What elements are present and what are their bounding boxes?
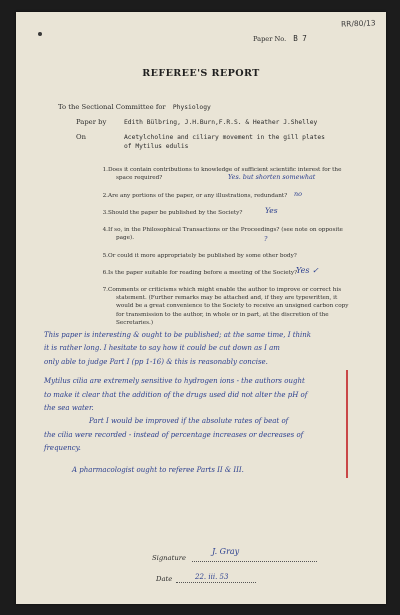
question-text: space required? <box>116 175 163 182</box>
page-title: REFEREE'S REPORT <box>142 68 260 79</box>
question-number: 7. <box>102 287 108 293</box>
question-text: If so, in the Philosophical Transactions or the Proceedings? (see note on opposite <box>108 227 343 233</box>
paper-by-authors: Edith Bülbring, J.H.Burn,F.R.S. & Heather J.Shelley <box>124 119 318 126</box>
question-text: Are any portions of the paper, or any illustrations, redundant? <box>108 193 288 199</box>
comment-line: to make it clear that the addition of the drugs used did not alter the pH of <box>44 390 308 399</box>
question-6 <box>102 269 298 277</box>
date-label: Date <box>156 575 173 583</box>
signature-value: J. Gray <box>212 547 240 556</box>
comment-line: the sea water. <box>44 404 94 413</box>
comment-line: only able to judge Part I (pp 1-16) & this is reasonably concise. <box>44 357 268 366</box>
paper-title-line2: of Mytilus edulis <box>124 143 189 150</box>
question-text: Comments or criticisms which might enable the author to improve or correct his <box>108 287 342 293</box>
handwritten-comments <box>44 329 374 477</box>
question-number: 4. <box>102 227 108 233</box>
comment-line: Mytilus cilia are extremely sensitive to hydrogen ions - the authors ought <box>44 377 305 386</box>
answer-6: Yes ✓ <box>296 266 319 275</box>
signature-line <box>192 561 317 562</box>
answer-1: Yes. but shorten somewhat <box>228 173 316 181</box>
paper-title-line1: Acetylcholine and ciliary movement in the gill plates <box>124 134 325 141</box>
question-text: Should the paper be published by the Society? <box>108 210 243 216</box>
archive-stamp: RR/80/13 <box>340 18 376 29</box>
question-text: Does it contain contributions to knowledge of sufficient scientific interest for the <box>108 167 342 173</box>
punch-mark <box>38 32 42 36</box>
question-5 <box>102 252 297 260</box>
question-4 <box>102 226 363 242</box>
question-text: for transmission to the author, in whole or in part, at the discretion of the <box>116 311 329 318</box>
committee-value: Physiology <box>172 104 211 111</box>
question-text: statement. (Further remarks may be attached and, if they are typewritten, it <box>116 295 338 302</box>
on-label: On <box>76 133 86 141</box>
comment-line: Part I would be improved if the absolute rates of beat of <box>89 417 289 426</box>
answer-4: ? <box>264 235 268 243</box>
signature-label: Signature <box>152 554 186 562</box>
red-margin-line <box>346 370 348 478</box>
date-value: 22. iii. 53 <box>195 573 229 581</box>
question-number: 1. <box>102 167 108 173</box>
committee-row <box>58 103 211 111</box>
question-text: Secretaries.) <box>116 319 154 326</box>
question-text: would be a great convenience to the Society to receive an unsigned carbon copy <box>116 303 349 310</box>
answer-3: Yes <box>265 206 278 215</box>
question-7 <box>102 286 370 327</box>
referee-report-sheet <box>16 12 386 604</box>
comment-line: This paper is interesting & ought to be published; at the same time, I think <box>44 331 312 339</box>
question-number: 5. <box>102 253 108 259</box>
paper-by-label: Paper by <box>76 118 107 126</box>
answer-2: no <box>294 190 302 198</box>
paper-number-label: Paper No. <box>253 35 287 43</box>
question-number: 3. <box>102 210 108 216</box>
comment-line: it is rather long. I hesitate to say how it could be cut down as I am <box>44 344 280 353</box>
comment-line: frequency. <box>44 444 81 453</box>
question-text: Or could it more appropriately be published by some other body? <box>108 253 297 259</box>
question-2 <box>102 192 288 200</box>
question-3 <box>102 209 243 217</box>
comment-line: A pharmacologist ought to referee Parts II & III. <box>72 465 244 474</box>
date-line <box>176 582 256 583</box>
committee-label: To the Sectional Committee for <box>58 103 166 111</box>
paper-number <box>253 34 307 43</box>
question-number: 6. <box>102 270 108 276</box>
question-number: 2. <box>102 193 108 199</box>
comment-line: the cilia were recorded - instead of percentage increases or decreases of <box>44 430 304 439</box>
question-text: Is the paper suitable for reading before a meeting of the Society? <box>108 270 298 276</box>
paper-number-value: B 7 <box>293 34 307 43</box>
question-text: page). <box>116 235 135 242</box>
